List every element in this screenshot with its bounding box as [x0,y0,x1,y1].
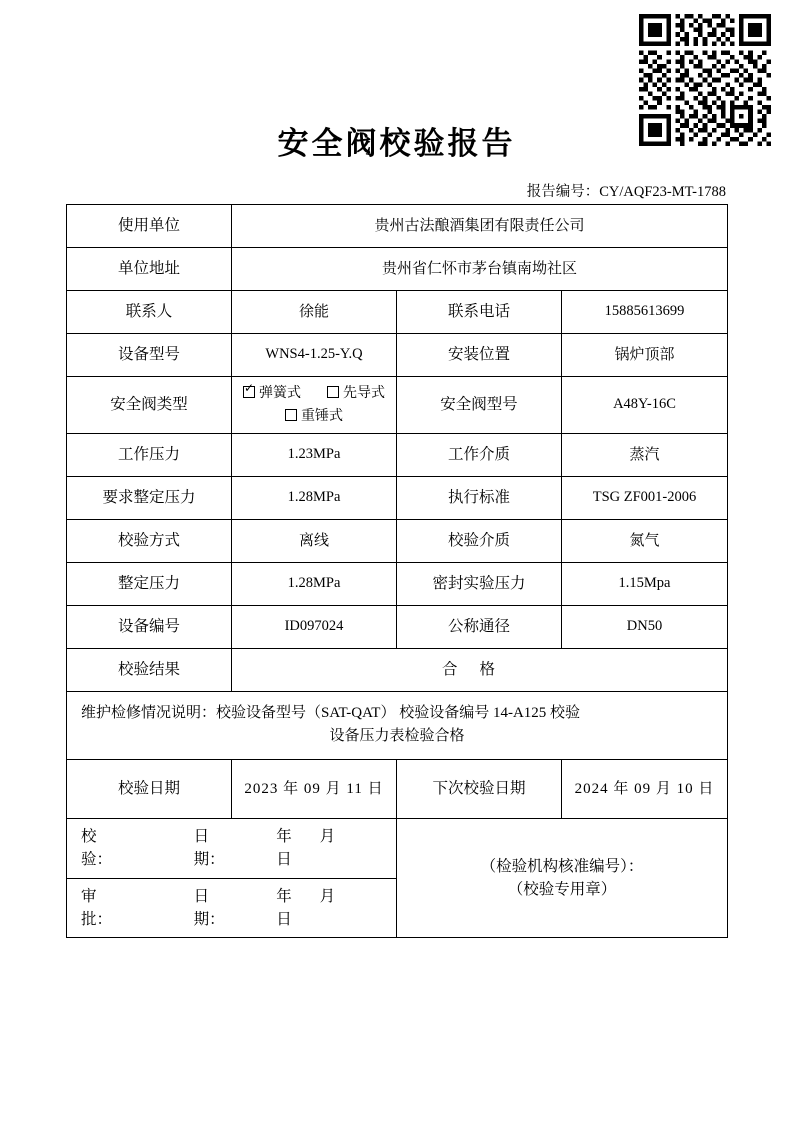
label-install-position: 安装位置 [397,334,562,377]
table-row [67,248,728,291]
approval-stamp-area [397,819,728,938]
label-device-model: 设备型号 [67,334,232,377]
signature-approve[interactable] [67,878,397,938]
maintenance-note-line1: 维护检修情况说明：校验设备型号（SAT-QAT） 校验设备编号 14-A125 校验 [81,705,581,721]
value-standard: TSG ZF001-2006 [562,477,728,520]
report-table [66,204,728,938]
table-row-valve-type [67,377,728,434]
label-working-medium: 工作介质 [397,434,562,477]
value-test-method: 离线 [232,520,397,563]
value-required-set-pressure: 1.28MPa [232,477,397,520]
label-test-date: 校验日期 [67,760,232,819]
signature-check-month: 月 [319,828,336,845]
table-row-note [67,692,728,760]
checkbox-spring-type[interactable] [243,383,301,404]
value-seal-test-pressure: 1.15Mpa [562,563,728,606]
table-row [67,477,728,520]
value-test-medium: 氮气 [562,520,728,563]
value-contact: 徐能 [232,291,397,334]
table-row [67,291,728,334]
value-test-date: 2023 年 09 月 11 日 [232,760,397,819]
label-nominal-diameter: 公称通径 [397,606,562,649]
value-nominal-diameter: DN50 [562,606,728,649]
checkbox-weight-label: 重锤式 [301,409,343,424]
checkbox-spring-box[interactable] [243,386,255,398]
stamp-special-seal: （校验专用章） [507,881,617,898]
signature-check-ymd [276,825,392,872]
table-row [67,334,728,377]
report-number-value: CY/AQF23-MT-1788 [599,184,726,200]
table-row [67,649,728,692]
label-next-test-date: 下次校验日期 [397,760,562,819]
value-working-pressure: 1.23MPa [232,434,397,477]
checkbox-pilot-box[interactable] [327,386,339,398]
label-test-method: 校验方式 [67,520,232,563]
value-device-no: ID097024 [232,606,397,649]
value-install-position: 锅炉顶部 [562,334,728,377]
table-row [67,563,728,606]
signature-approve-day: 日 [276,910,292,928]
signature-approve-month: 月 [319,887,336,905]
signature-approve-ymd [276,885,392,932]
checkbox-pilot-label: 先导式 [343,386,385,401]
value-test-result: 合格 [232,649,728,692]
label-phone: 联系电话 [397,291,562,334]
label-contact: 联系人 [67,291,232,334]
value-next-test-date: 2024 年 09 月 10 日 [562,760,728,819]
stamp-approval-number: （检验机构核准编号）： [480,857,644,875]
checkbox-spring-label: 弹簧式 [259,386,301,401]
checkbox-pilot-type[interactable] [327,383,385,404]
table-row [67,520,728,563]
signature-check-day: 日 [276,851,292,869]
value-valve-model: A48Y-16C [562,377,728,434]
value-working-medium: 蒸汽 [562,434,728,477]
value-device-model: WNS4-1.25-Y.Q [232,334,397,377]
signature-check-year: 年 [276,828,292,845]
value-phone: 15885613699 [562,291,728,334]
signature-check-label: 校验： [81,828,113,869]
maintenance-note-line2: 设备压力表检验合格 [329,727,465,744]
label-valve-type: 安全阀类型 [67,377,232,434]
value-set-pressure: 1.28MPa [232,563,397,606]
label-test-result: 校验结果 [67,649,232,692]
label-set-pressure: 整定压力 [67,563,232,606]
checkbox-weight-box[interactable] [285,409,297,421]
maintenance-note [67,692,728,760]
checkbox-weight-type[interactable] [285,406,343,427]
label-required-set-pressure: 要求整定压力 [67,477,232,520]
label-device-no: 设备编号 [67,606,232,649]
signature-check[interactable] [67,819,397,879]
label-use-unit: 使用单位 [67,205,232,248]
label-working-pressure: 工作压力 [67,434,232,477]
signature-approve-label: 审批： [81,887,113,928]
table-row [67,434,728,477]
value-use-unit: 贵州古法酿酒集团有限责任公司 [232,205,728,248]
table-row [67,606,728,649]
report-number-label: 报告编号： [526,184,600,200]
label-unit-address: 单位地址 [67,248,232,291]
table-row [67,205,728,248]
page-title: 安全阀校验报告 [277,126,516,161]
label-standard: 执行标准 [397,477,562,520]
value-valve-type [232,377,397,434]
table-row-sign-check [67,819,728,879]
signature-check-date-label: 日期： [193,828,225,869]
signature-approve-year: 年 [276,887,292,905]
label-valve-model: 安全阀型号 [397,377,562,434]
label-seal-test-pressure: 密封实验压力 [397,563,562,606]
label-test-medium: 校验介质 [397,520,562,563]
table-row-dates [67,760,728,819]
report-number [0,180,793,201]
value-unit-address: 贵州省仁怀市茅台镇南坳社区 [232,248,728,291]
signature-approve-date-label: 日期： [193,887,225,928]
